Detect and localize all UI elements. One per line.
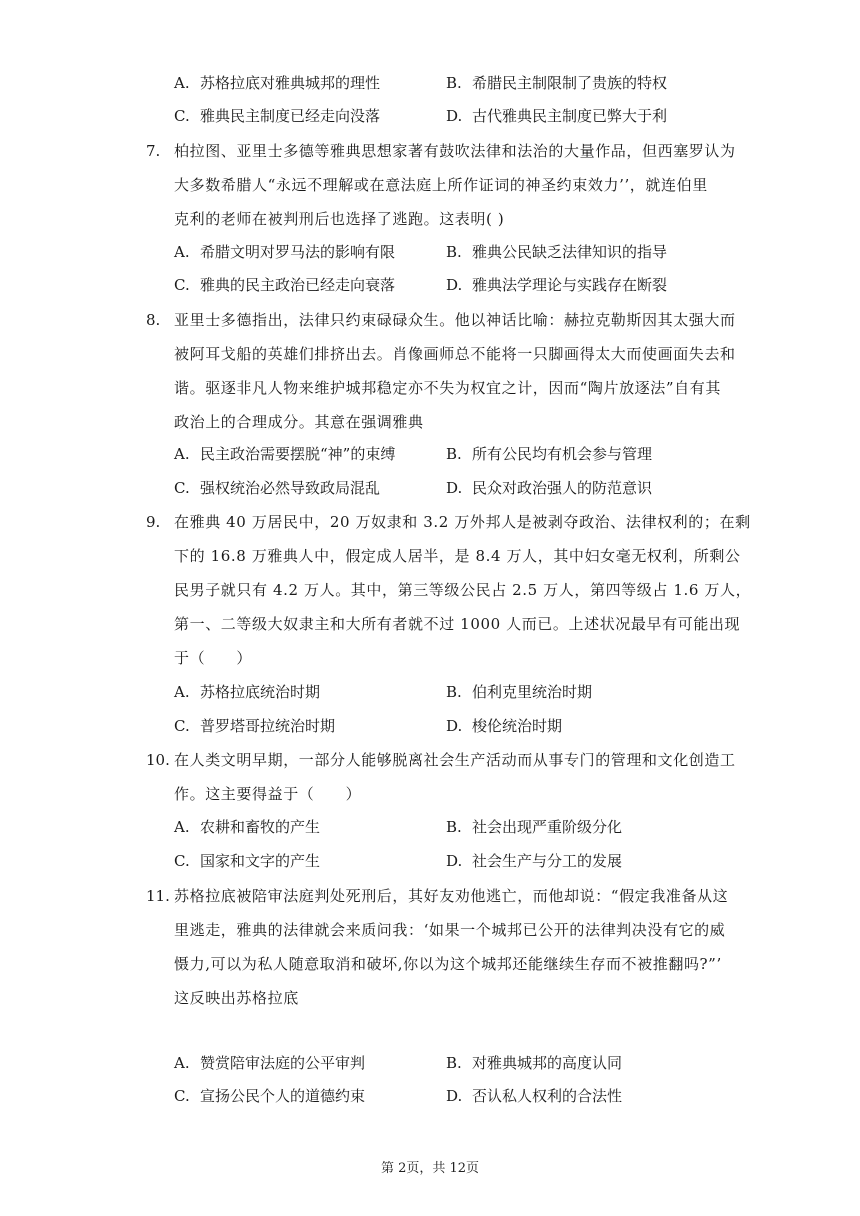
q10-option-d: D. 社会生产与分工的发展 (446, 852, 623, 870)
question-text-line: 在人类文明早期，一部分人能够脱离社会生产活动而从事专门的管理和文化创造工 (174, 751, 736, 769)
question-text-line: 下的 16.8 万雅典人中，假定成人居半，是 8.4 万人，其中妇女毫无权利，所剩公 (174, 547, 741, 565)
question-text-line: 克利的老师在被判刑后也选择了逃跑。这表明( ) (174, 210, 505, 228)
q10-option-b: B. 社会出现严重阶级分化 (446, 818, 623, 836)
question-text-line: 被阿耳戈船的英雄们排挤出去。肖像画师总不能将一只脚画得太大而使画面失去和 (174, 345, 736, 363)
q8-option-d: D. 民众对政治强人的防范意识 (446, 479, 653, 497)
q11-option-c: C. 宣扬公民个人的道德约束 (174, 1087, 366, 1105)
question-text-line: 在雅典 40 万居民中，20 万奴隶和 3.2 万外邦人是被剥夺政治、法律权利的；在剩 (174, 513, 751, 531)
page-footer: 第 2页，共 12页 (380, 1161, 480, 1176)
q10-option-a: A. 农耕和畜牧的产生 (174, 818, 321, 836)
question-text-line: 苏格拉底被陪审法庭判处死刑后，其好友劝他逃亡，而他却说：“假定我准备从这 (174, 887, 729, 905)
q8-option-a: A. 民主政治需要摆脱“神”的束缚 (174, 445, 396, 463)
question-text-line: 于（ ） (174, 649, 253, 667)
question-text-line: 谐。驱逐非凡人物来维护城邦稳定亦不失为权宜之计，因而“陶片放逐法”自有其 (174, 379, 721, 397)
question-text-line: 第一、二等级大奴隶主和大所有者就不过 1000 人而已。上述状况最早有可能出现 (174, 615, 741, 633)
q11-option-a: A. 赞赏陪审法庭的公平审判 (174, 1054, 366, 1072)
q6-option-c: C. 雅典民主制度已经走向没落 (174, 107, 381, 125)
q9-option-d: D. 梭伦统治时期 (446, 717, 563, 735)
q9-option-c: C. 普罗塔哥拉统治时期 (174, 717, 336, 735)
question-number: 10. (146, 751, 170, 769)
question-text-line: 亚里士多德指出，法律只约束碌碌众生。他以神话比喻：赫拉克勒斯因其太强大而 (174, 311, 736, 329)
q8-option-b: B. 所有公民均有机会参与管理 (446, 445, 653, 463)
question-text-line: 民男子就只有 4.2 万人。其中，第三等级公民占 2.5 万人，第四等级占 1.6 万人， (174, 581, 752, 599)
q6-option-d: D. 古代雅典民主制度已弊大于利 (446, 107, 668, 125)
q6-option-b: B. 希腊民主制限制了贵族的特权 (446, 74, 668, 92)
q6-option-a: A. 苏格拉底对雅典城邦的理性 (174, 74, 381, 92)
question-text-line: 柏拉图、亚里士多德等雅典思想家著有鼓吹法律和法治的大量作品，但西塞罗认为 (174, 142, 736, 160)
q9-option-b: B. 伯利克里统治时期 (446, 683, 593, 701)
q7-option-d: D. 雅典法学理论与实践存在断裂 (446, 276, 668, 294)
question-number: 11. (146, 887, 170, 905)
question-text-line: 大多数希腊人“永远不理解或在意法庭上所作证词的神圣约束效力’’，就连伯里 (174, 176, 708, 194)
question-text-line: 里逃走，雅典的法律就会来质问我：‘如果一个城邦已公开的法律判决没有它的威 (174, 921, 726, 939)
q11-option-b: B. 对雅典城邦的高度认同 (446, 1054, 623, 1072)
question-text-line: 作。这主要得益于（ ） (174, 785, 362, 803)
q10-option-c: C. 国家和文字的产生 (174, 852, 321, 870)
q11-option-d: D. 否认私人权利的合法性 (446, 1087, 623, 1105)
question-text-line: 慑力,可以为私人随意取消和破坏,你以为这个城邦还能继续生存而不被推翻吗?”’ (174, 955, 722, 973)
question-text-line: 政治上的合理成分。其意在强调雅典 (174, 413, 424, 431)
question-text-line: 这反映出苏格拉底 (174, 989, 299, 1007)
q9-option-a: A. 苏格拉底统治时期 (174, 683, 321, 701)
q7-option-c: C. 雅典的民主政治已经走向衰落 (174, 276, 396, 294)
question-number: 9. (146, 513, 161, 531)
question-number: 7. (146, 142, 161, 160)
question-number: 8. (146, 311, 161, 329)
q7-option-a: A. 希腊文明对罗马法的影响有限 (174, 243, 396, 261)
q7-option-b: B. 雅典公民缺乏法律知识的指导 (446, 243, 668, 261)
q8-option-c: C. 强权统治必然导致政局混乱 (174, 479, 381, 497)
